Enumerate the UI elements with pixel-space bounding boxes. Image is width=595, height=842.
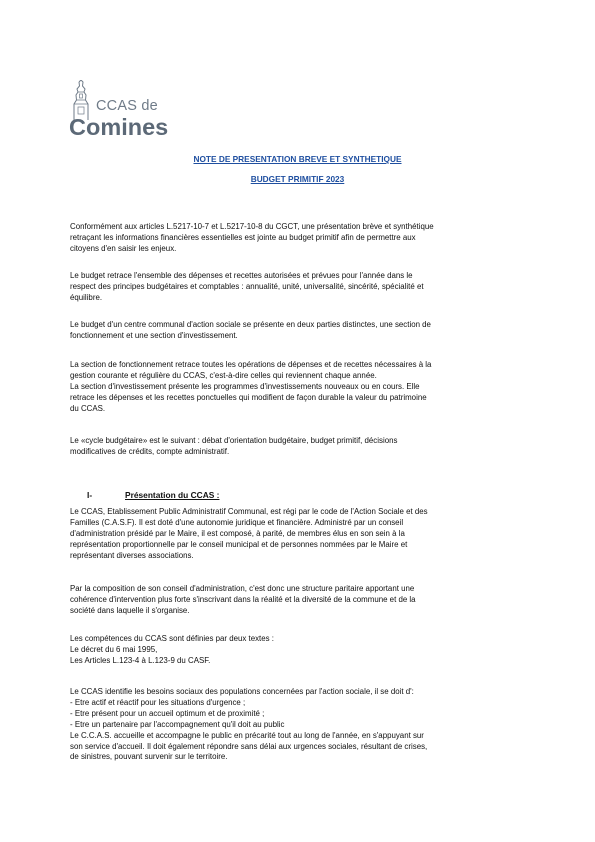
text-line: Par la composition de son conseil d'administration, c'est donc une structure paritaire apportant une — [70, 584, 415, 593]
text-line: Le budget d'un centre communal d'action sociale se présente en deux parties distinctes, une section de — [70, 320, 431, 329]
text-line: Les Articles L.123-4 à L.123-9 du CASF. — [70, 655, 211, 665]
logo-line-1: CCAS de — [96, 98, 158, 114]
besoins-paragraph — [70, 687, 530, 763]
text-line: retrace les dépenses et les recettes ponctuelles qui modifient de façon durable la valeur du patrimoine — [70, 392, 427, 402]
document-subtitle: BUDGET PRIMITIF 2023 — [250, 174, 345, 184]
text-line: respect des principes budgétaires et comptables : annualité, unité, universalité, sincérité, spécialité et — [70, 281, 424, 291]
text-line: équilibre. — [70, 292, 103, 302]
text-line: son service d'accueil. Il doit également répondre sans délai aux urgences sociales, résultant de crises, — [70, 741, 428, 751]
text-line: Le CCAS identifie les besoins sociaux des populations concernées par l'action sociale, il se doit d': — [70, 687, 414, 696]
list-item: - Etre actif et réactif pour les situations d'urgence ; — [70, 697, 246, 707]
text-line: représentation proportionnelle par le conseil municipal et de personnes nommées par le Maire et — [70, 539, 408, 549]
text-line: représentant diverses associations. — [70, 550, 194, 560]
document-title: NOTE DE PRESENTATION BREVE ET SYNTHETIQUE — [193, 154, 402, 164]
text-line: fonctionnement et une section d'investissement. — [70, 330, 238, 340]
logo-line-2: Comines — [69, 114, 169, 140]
intro-paragraph — [70, 222, 530, 255]
text-line: de sinistres, pouvant survenir sur le territoire. — [70, 752, 228, 762]
text-line: retraçant les informations financières essentielles est jointe au budget primitif afin de permettre aux — [70, 232, 416, 242]
cycle-paragraph — [70, 436, 530, 458]
text-line: du CCAS. — [70, 403, 106, 413]
sections-paragraph — [70, 320, 530, 342]
text-line: Le CCAS, Etablissement Public Administratif Communal, est régi par le code de l'Action Sociale et des — [70, 507, 428, 516]
text-line: Les compétences du CCAS sont définies par deux textes : — [70, 634, 274, 643]
section-number: I- — [87, 490, 93, 500]
text-line: Le décret du 6 mai 1995, — [70, 644, 158, 654]
text-line: d'administration présidé par le Maire, il est composé, à parité, de membres élus en son sein à la — [70, 528, 405, 538]
text-line: société dans laquelle il s'organise. — [70, 605, 190, 615]
budget-paragraph — [70, 271, 530, 304]
composition-paragraph — [70, 584, 530, 617]
list-item: - Etre présent pour un accueil optimum et de proximité ; — [70, 708, 265, 718]
list-item: - Etre un partenaire par l'accompagnement qu'il doit au public — [70, 719, 285, 729]
text-line: Le C.C.A.S. accueille et accompagne le public en précarité tout au long de l'année, en s'appuyant sur — [70, 730, 424, 740]
competences-paragraph — [70, 634, 530, 667]
text-line: Familles (C.A.S.F). Il est doté d'une autonomie juridique et financière. Administré par un conseil — [70, 517, 404, 527]
ccas-paragraph — [70, 507, 530, 562]
text-line: modificatives de crédits, compte administratif. — [70, 446, 230, 456]
text-line: Le budget retrace l'ensemble des dépenses et recettes autorisées et prévues pour l'année dans le — [70, 271, 413, 280]
fonctionnement-paragraph — [70, 360, 530, 415]
text-line: citoyens d'en saisir les enjeux. — [70, 243, 177, 253]
ccas-logo — [66, 80, 169, 142]
text-line: cohérence d'intervention plus forte s'inscrivant dans la réalité et la diversité de la commune et de la — [70, 594, 416, 604]
text-line: Le «cycle budgétaire» est le suivant : débat d'orientation budgétaire, budget primitif, décisions — [70, 436, 398, 445]
section-heading: Présentation du CCAS : — [125, 490, 220, 500]
text-line: Conformément aux articles L.5217-10-7 et L.5217-10-8 du CGCT, une présentation brève et synthétique — [70, 222, 434, 231]
text-line: La section d'investissement présente les programmes d'investissements nouveaux ou en cours. Elle — [70, 381, 420, 391]
text-line: La section de fonctionnement retrace toutes les opérations de dépenses et de recettes nécessaires à la — [70, 360, 432, 369]
text-line: gestion courante et régulière du CCAS, c'est-à-dire celles qui reviennent chaque année. — [70, 370, 377, 380]
